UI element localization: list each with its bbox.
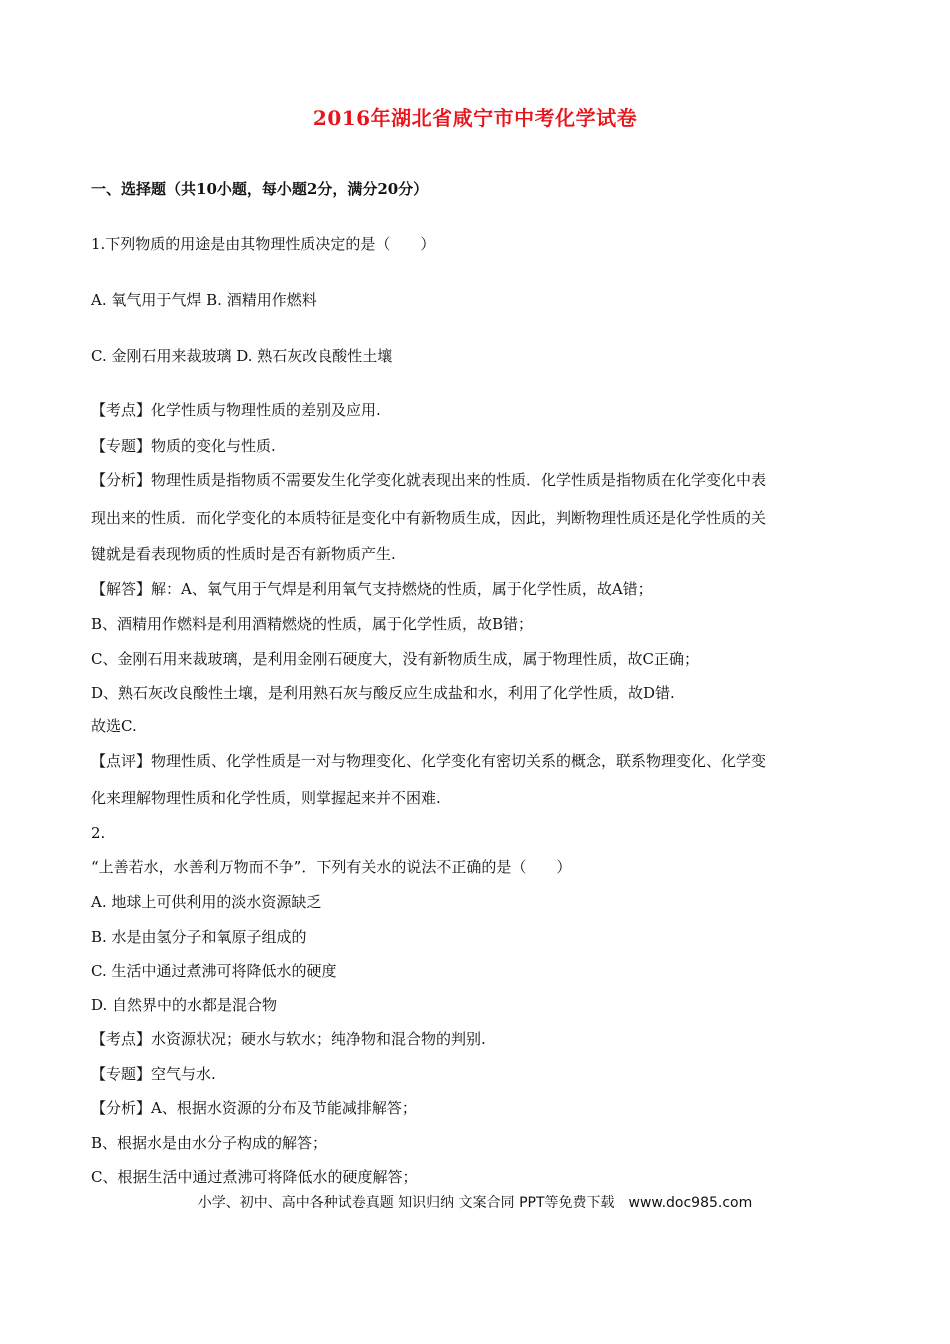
q2-fenxi-line-c: C、根据生活中通过煮沸可将降低水的硬度解答； [91,1168,418,1186]
q1-dianping-line-2: 化来理解物理性质和化学性质，则掌握起来并不困难. [91,789,441,807]
q1-jieda-line-d: D、熟石灰改良酸性土壤，是利用熟石灰与酸反应生成盐和水，利用了化学性质，故D错. [91,684,675,702]
q2-kaodian: 【考点】水资源状况；硬水与软水；纯净物和混合物的判别. [91,1030,486,1048]
question-1-options-ab: A. 氧气用于气焊 B. 酒精用作燃料 [91,291,317,309]
q1-jieda-line-b: B、酒精用作燃料是利用酒精燃烧的性质，属于化学性质，故B错； [91,615,534,633]
q2-fenxi-line-b: B、根据水是由水分子构成的解答； [91,1134,328,1152]
question-2-stem: “上善若水，水善利万物而不争”．下列有关水的说法不正确的是（ ） [91,858,572,876]
q1-jieda-line-a: 【解答】解：A、氧气用于气焊是利用氧气支持燃烧的性质，属于化学性质，故A错； [91,580,653,598]
q1-dianping-line-1: 【点评】物理性质、化学性质是一对与物理变化、化学变化有密切关系的概念，联系物理变化、化学变 [91,752,767,770]
q1-kaodian: 【考点】化学性质与物理性质的差别及应用. [91,401,381,419]
page-footer: 小学、初中、高中各种试卷真题 知识归纳 文案合同 PPT等免费下载 www.doc985.com [197,1195,753,1211]
question-2-number: 2. [91,824,106,842]
q1-fenxi-line-3: 键就是看表现物质的性质时是否有新物质产生. [91,545,396,563]
q2-fenxi-line-a: 【分析】A、根据水资源的分布及节能减排解答； [91,1099,417,1117]
question-2-option-d: D. 自然界中的水都是混合物 [91,996,278,1014]
question-1-options-cd: C. 金刚石用来裁玻璃 D. 熟石灰改良酸性土壤 [91,347,393,365]
question-2-option-c: C. 生活中通过煮沸可将降低水的硬度 [91,962,337,980]
q1-fenxi-line-2: 现出来的性质．而化学变化的本质特征是变化中有新物质生成，因此，判断物理性质还是化学性质的关 [91,509,767,527]
q1-jieda-line-c: C、金刚石用来裁玻璃，是利用金刚石硬度大，没有新物质生成，属于物理性质，故C正确； [91,650,699,668]
question-2-option-a: A. 地球上可供利用的淡水资源缺乏 [91,893,322,911]
document-title: 2016年湖北省咸宁市中考化学试卷 [312,106,638,130]
q2-zhuanti: 【专题】空气与水. [91,1065,216,1083]
q1-fenxi-line-1: 【分析】物理性质是指物质不需要发生化学变化就表现出来的性质．化学性质是指物质在化学变化中表 [91,471,767,489]
section-heading: 一、选择题（共10小题，每小题2分，满分20分） [91,180,429,198]
question-2-option-b: B. 水是由氢分子和氧原子组成的 [91,928,307,946]
q1-answer: 故选C. [91,717,137,735]
q1-zhuanti: 【专题】物质的变化与性质. [91,437,276,455]
question-1-stem: 1.下列物质的用途是由其物理性质决定的是（ ） [91,235,436,253]
